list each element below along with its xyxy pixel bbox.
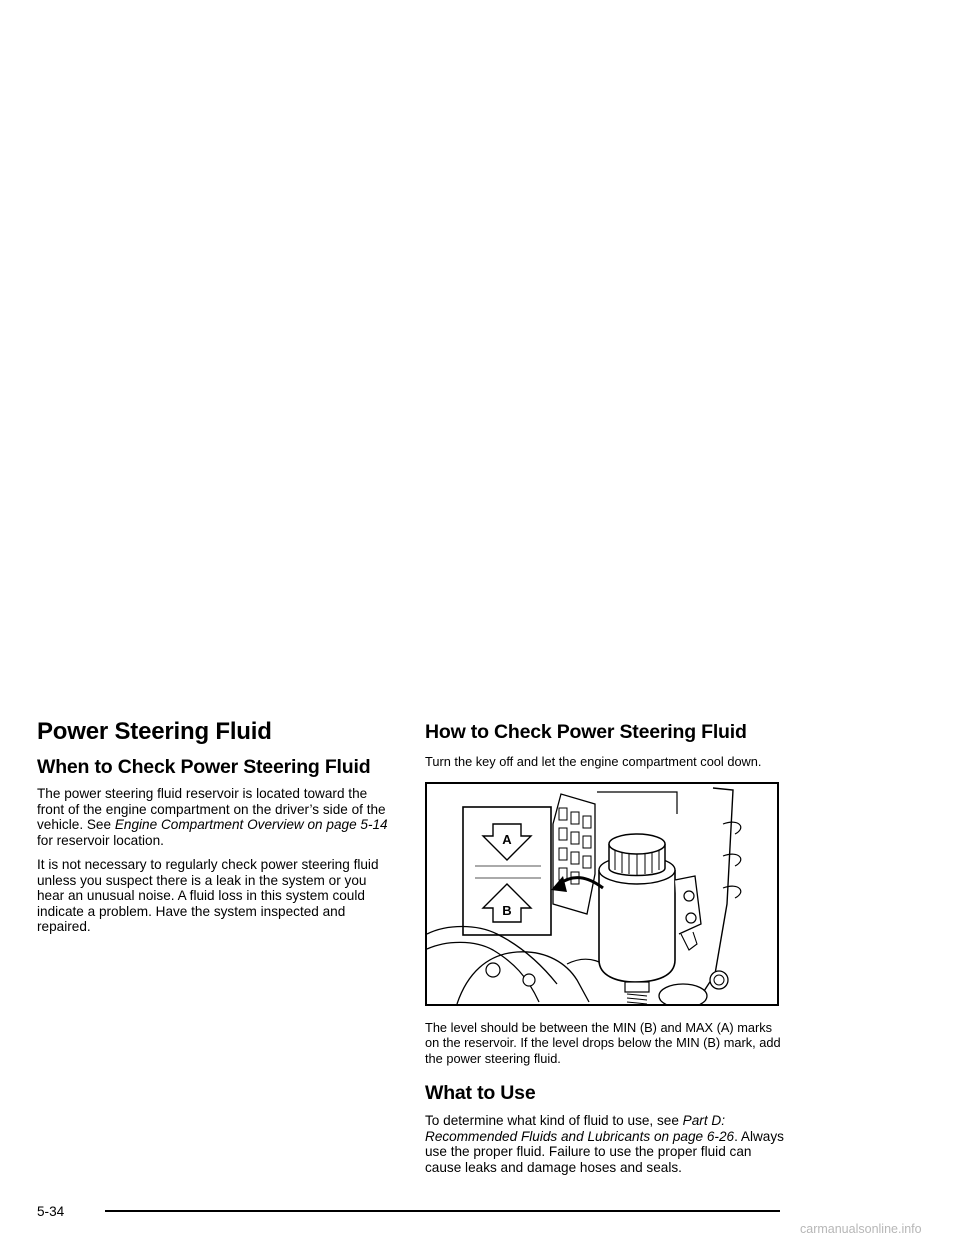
fluid-type-paragraph: To determine what kind of fluid to use, see Part D: Recommended Fluids and Lubricants on page 6-26. Always use the proper fluid. Failure to use the proper fluid can cause leaks and damage hoses and seals. [425, 1113, 784, 1175]
watermark: carmanualsonline.info [800, 1222, 922, 1236]
round-cap [659, 984, 707, 1004]
label-a: A [502, 831, 512, 847]
label-b: B [502, 902, 512, 918]
engine-compartment-xref[interactable]: Engine Compartment Overview on page 5-14 [114, 817, 388, 832]
footer-rule [105, 1210, 780, 1212]
fluid-level-paragraph: The level should be between the MIN (B) and MAX (A) marks on the reservoir. If the level drops below the MIN (B) mark, add the power steering fluid. [425, 1019, 781, 1066]
right-column [425, 718, 785, 1184]
reservoir-body [599, 870, 675, 982]
how-to-check-heading: How to Check Power Steering Fluid [425, 721, 747, 743]
cool-down-paragraph: Turn the key off and let the engine compartment cool down. [425, 754, 762, 769]
page-number: 5-34 [37, 1204, 65, 1219]
recommended-fluids-xref[interactable]: Part D: Recommended Fluids and Lubricants on page 6-26 [425, 1113, 735, 1144]
mount-bracket [675, 876, 701, 934]
leak-check-paragraph: It is not necessary to regularly check power steering fluid unless you suspect there is a leak in the system or you hear an unusual noise. A fluid loss in this system could indicate a problem. Have the system inspected and repaired. [37, 857, 379, 934]
reservoir-drawing [427, 784, 777, 1004]
when-to-check-heading: When to Check Power Steering Fluid [37, 756, 371, 778]
reservoir-location-paragraph: The power steering fluid reservoir is located toward the front of the engine compartment on the driver’s side of the vehicle. See Engine Compartment Overview on page 5-14 for reservoir location. [37, 786, 388, 848]
section-title: Power Steering Fluid [37, 718, 272, 745]
bolt-icon [486, 963, 500, 977]
small-cap [710, 971, 728, 989]
what-to-use-heading: What to Use [425, 1082, 536, 1104]
left-column [37, 718, 393, 944]
fender-line [697, 788, 733, 1002]
top-bracket [597, 792, 677, 814]
reservoir-illustration [425, 782, 779, 1006]
